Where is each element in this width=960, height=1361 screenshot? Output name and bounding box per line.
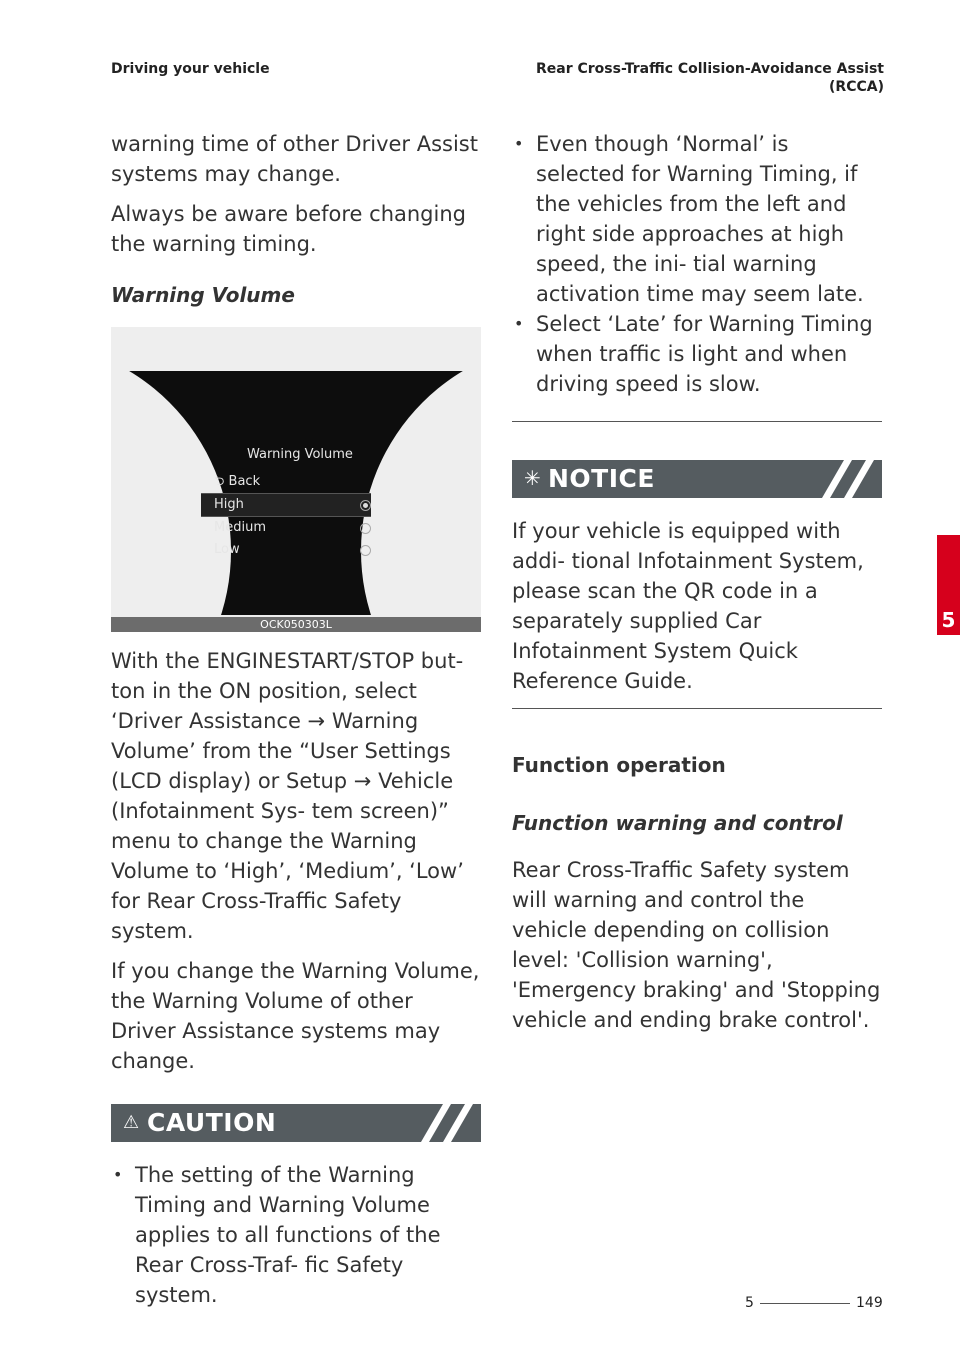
screen-menu-back	[201, 471, 371, 493]
notice-label: NOTICE	[548, 464, 655, 493]
divider	[512, 708, 882, 709]
notice-bar	[512, 460, 882, 498]
heading-function-operation: Function operation	[512, 753, 726, 777]
screen-menu-item-label: High	[214, 497, 244, 512]
running-header-abbrev: (RCCA)	[829, 79, 884, 95]
running-header-title: Rear Cross-Traffic Collision-Avoidance Assist	[536, 61, 884, 77]
screen-menu-item-high	[201, 493, 371, 517]
stripes-decoration	[822, 460, 882, 498]
screen-menu-item-label: Medium	[214, 520, 266, 535]
caution-label: CAUTION	[147, 1108, 277, 1137]
screen-menu-item-label: Low	[214, 542, 240, 557]
radio-empty-icon	[360, 545, 371, 556]
warning-volume-figure	[111, 327, 481, 632]
list-item: • Even though ‘Normal’ is selected for Warning Timing, if the vehicles from the left and right side approaches at high speed, the ini- tial warning activation time may seem late.	[512, 129, 882, 309]
radio-empty-icon	[360, 523, 371, 534]
screen-menu-item-low	[201, 539, 371, 561]
paragraph-volume-change: If you change the Warning Volume, the Warning Volume of other Driver Assistance systems may change.	[111, 959, 480, 1073]
warning-triangle-icon: ⚠	[123, 1112, 140, 1133]
footer-rule	[760, 1303, 850, 1304]
screen-menu-list	[201, 471, 371, 561]
caution-list	[111, 1160, 481, 1310]
list-item: • Select ‘Late’ for Warning Timing when traffic is light and when driving speed is slow.	[512, 309, 882, 399]
chapter-tab-number: 5	[941, 608, 956, 632]
chapter-tab	[937, 535, 960, 635]
figure-code: OCK050303L	[111, 617, 481, 632]
list-item: • The setting of the Warning Timing and Warning Volume applies to all functions of the Rear Cross-Traf- fic Safety system.	[111, 1160, 481, 1310]
screen-menu-item-medium	[201, 517, 371, 539]
left-column	[111, 129, 481, 1310]
paragraph-be-aware: Always be aware before changing the warning timing.	[111, 202, 466, 256]
caution-list-continued	[512, 129, 882, 399]
paragraph-volume-instructions: With the ENGINESTART/STOP but- ton in the ON position, select ‘Driver Assistance → Warning Volume’ from the “User Settings (LCD display) or Setup → Vehicle (Infotainment Sys- tem screen)” menu to change the Warning Volume to ‘High’, ‘Medium’, ‘Low’ for Rear Cross-Traffic Safety system.	[111, 649, 464, 943]
footer-chapter: 5	[745, 1295, 754, 1311]
running-header-left: Driving your vehicle	[111, 61, 270, 77]
paragraph-function-warning: Rear Cross-Traffic Safety system will warning and control the vehicle depending on collision level: 'Collision warning', 'Emergency braking' and 'Stopping vehicle and ending brake control'.	[512, 858, 881, 1032]
cluster-bezel-right	[361, 371, 481, 615]
heading-warning-volume: Warning Volume	[111, 283, 295, 307]
stripes-decoration	[421, 1104, 481, 1142]
heading-function-warning-control: Function warning and control	[512, 811, 843, 835]
notice-text: If your vehicle is equipped with addi- tional Infotainment System, please scan the QR code in a separately supplied Car Infotainment System Quick Reference Guide.	[512, 519, 864, 693]
paragraph-warning-time: warning time of other Driver Assist systems may change.	[111, 132, 478, 186]
right-column	[512, 129, 882, 1045]
footer-page-number: 149	[856, 1295, 883, 1311]
screen-menu-back-label: ⮌ Back	[214, 474, 261, 489]
asterisk-icon: ✳	[524, 466, 541, 490]
divider	[512, 421, 882, 422]
screen-menu-title: Warning Volume	[247, 447, 353, 462]
cluster-screen	[111, 371, 481, 615]
caution-bar	[111, 1104, 481, 1142]
radio-selected-icon	[360, 500, 371, 511]
running-header-right	[536, 60, 884, 96]
